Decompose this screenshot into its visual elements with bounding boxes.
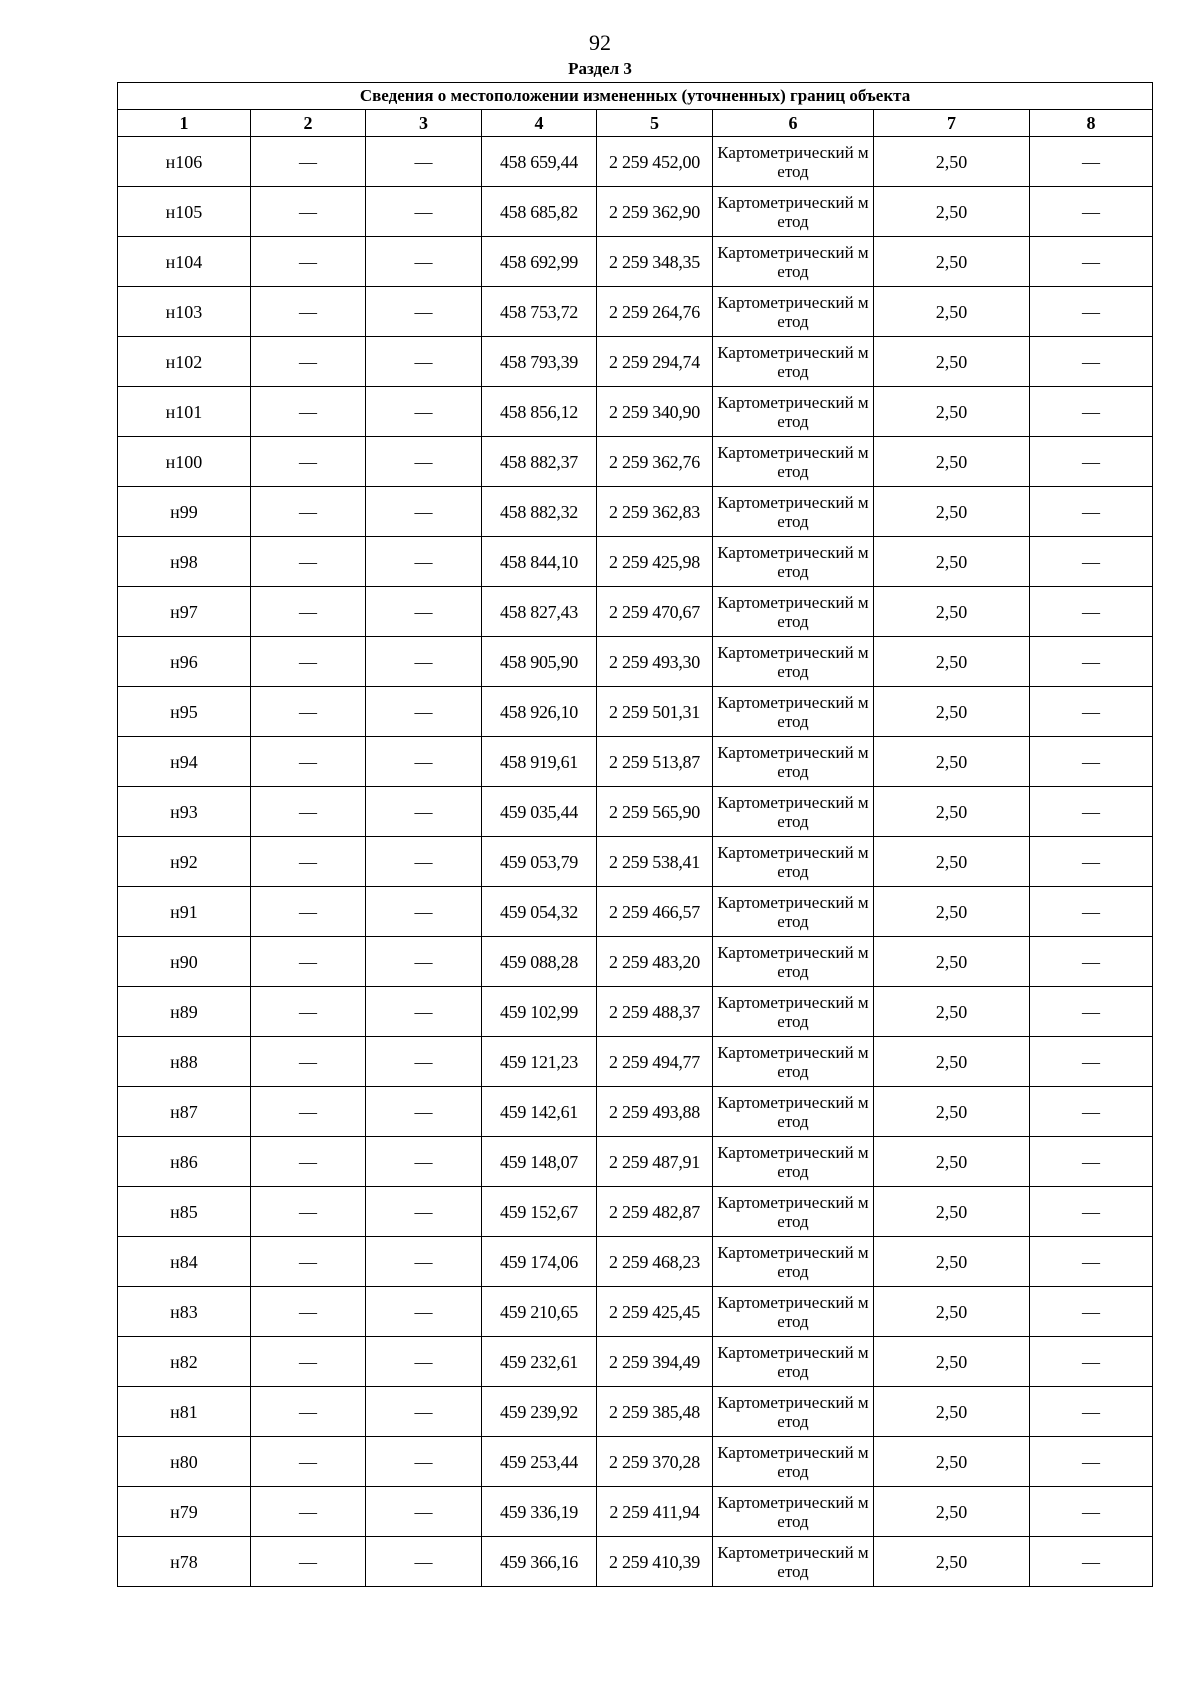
col3-value: — (366, 287, 482, 337)
col2-value: — (251, 1337, 366, 1387)
col2-value: — (251, 187, 366, 237)
col8-value: — (1030, 1337, 1153, 1387)
coord-x: 458 926,10 (482, 687, 597, 737)
col8-value: — (1030, 387, 1153, 437)
boundary-table (117, 82, 1153, 1587)
column-header-2: 2 (251, 110, 366, 137)
col2-value: — (251, 787, 366, 837)
coord-x: 459 088,28 (482, 937, 597, 987)
method: Картометрический метод (713, 387, 874, 437)
accuracy: 2,50 (874, 987, 1030, 1037)
accuracy: 2,50 (874, 287, 1030, 337)
table-caption: Сведения о местоположении измененных (уточненных) границ объекта (118, 83, 1153, 110)
table-row (118, 187, 1153, 237)
table-row (118, 287, 1153, 337)
coord-x: 459 174,06 (482, 1237, 597, 1287)
col3-value: — (366, 487, 482, 537)
col2-value: — (251, 337, 366, 387)
table-row (118, 1337, 1153, 1387)
col3-value: — (366, 187, 482, 237)
column-header-3: 3 (366, 110, 482, 137)
coord-y: 2 259 425,98 (597, 537, 713, 587)
accuracy: 2,50 (874, 437, 1030, 487)
col8-value: — (1030, 1537, 1153, 1587)
col8-value: — (1030, 987, 1153, 1037)
col2-value: — (251, 387, 366, 437)
page-number: 92 (589, 30, 611, 55)
col3-value: — (366, 987, 482, 1037)
point-name: н92 (118, 837, 251, 887)
column-header-5: 5 (597, 110, 713, 137)
accuracy: 2,50 (874, 487, 1030, 537)
table-row (118, 137, 1153, 187)
coord-x: 458 659,44 (482, 137, 597, 187)
coord-x: 458 692,99 (482, 237, 597, 287)
table-row (118, 1537, 1153, 1587)
col2-value: — (251, 687, 366, 737)
point-name: н95 (118, 687, 251, 737)
point-name: н106 (118, 137, 251, 187)
col3-value: — (366, 1337, 482, 1387)
col2-value: — (251, 487, 366, 537)
table-row (118, 537, 1153, 587)
accuracy: 2,50 (874, 587, 1030, 637)
table-row (118, 1037, 1153, 1087)
col2-value: — (251, 1237, 366, 1287)
method: Картометрический метод (713, 437, 874, 487)
col3-value: — (366, 887, 482, 937)
method: Картометрический метод (713, 187, 874, 237)
method: Картометрический метод (713, 1237, 874, 1287)
point-name: н79 (118, 1487, 251, 1537)
method: Картометрический метод (713, 587, 874, 637)
accuracy: 2,50 (874, 1237, 1030, 1287)
coord-x: 458 685,82 (482, 187, 597, 237)
accuracy: 2,50 (874, 1337, 1030, 1387)
coord-y: 2 259 348,35 (597, 237, 713, 287)
col3-value: — (366, 387, 482, 437)
col8-value: — (1030, 687, 1153, 737)
table-row (118, 1287, 1153, 1337)
col3-value: — (366, 137, 482, 187)
col3-value: — (366, 787, 482, 837)
coord-x: 459 054,32 (482, 887, 597, 937)
accuracy: 2,50 (874, 887, 1030, 937)
coord-x: 458 882,32 (482, 487, 597, 537)
method: Картометрический метод (713, 837, 874, 887)
col8-value: — (1030, 1287, 1153, 1337)
point-name: н93 (118, 787, 251, 837)
col8-value: — (1030, 287, 1153, 337)
col2-value: — (251, 1287, 366, 1337)
col3-value: — (366, 1537, 482, 1587)
coord-y: 2 259 565,90 (597, 787, 713, 837)
accuracy: 2,50 (874, 1437, 1030, 1487)
col8-value: — (1030, 637, 1153, 687)
method: Картометрический метод (713, 237, 874, 287)
coord-y: 2 259 362,90 (597, 187, 713, 237)
table-row (118, 1387, 1153, 1437)
col8-value: — (1030, 337, 1153, 387)
coord-y: 2 259 362,76 (597, 437, 713, 487)
accuracy: 2,50 (874, 137, 1030, 187)
col8-value: — (1030, 137, 1153, 187)
col3-value: — (366, 1487, 482, 1537)
point-name: н82 (118, 1337, 251, 1387)
table-row (118, 437, 1153, 487)
col3-value: — (366, 437, 482, 487)
accuracy: 2,50 (874, 387, 1030, 437)
accuracy: 2,50 (874, 1037, 1030, 1087)
col2-value: — (251, 1437, 366, 1487)
point-name: н97 (118, 587, 251, 637)
table-row (118, 1487, 1153, 1537)
coord-y: 2 259 468,23 (597, 1237, 713, 1287)
col3-value: — (366, 637, 482, 687)
point-name: н81 (118, 1387, 251, 1437)
col2-value: — (251, 537, 366, 587)
method: Картометрический метод (713, 987, 874, 1037)
coord-y: 2 259 482,87 (597, 1187, 713, 1237)
column-header-1: 1 (118, 110, 251, 137)
table-row (118, 737, 1153, 787)
col2-value: — (251, 137, 366, 187)
table-row (118, 487, 1153, 537)
point-name: н87 (118, 1087, 251, 1137)
accuracy: 2,50 (874, 637, 1030, 687)
col3-value: — (366, 837, 482, 887)
method: Картометрический метод (713, 137, 874, 187)
col8-value: — (1030, 1237, 1153, 1287)
table-row (118, 1237, 1153, 1287)
col3-value: — (366, 1237, 482, 1287)
table-row (118, 787, 1153, 837)
table-row (118, 937, 1153, 987)
coord-x: 458 753,72 (482, 287, 597, 337)
accuracy: 2,50 (874, 787, 1030, 837)
table-row (118, 637, 1153, 687)
coord-y: 2 259 410,39 (597, 1537, 713, 1587)
col8-value: — (1030, 787, 1153, 837)
col8-value: — (1030, 837, 1153, 887)
coord-y: 2 259 487,91 (597, 1137, 713, 1187)
col3-value: — (366, 337, 482, 387)
accuracy: 2,50 (874, 1087, 1030, 1137)
coord-x: 458 827,43 (482, 587, 597, 637)
accuracy: 2,50 (874, 1287, 1030, 1337)
col2-value: — (251, 637, 366, 687)
point-name: н83 (118, 1287, 251, 1337)
coord-y: 2 259 362,83 (597, 487, 713, 537)
coord-x: 459 148,07 (482, 1137, 597, 1187)
table-header-row (118, 110, 1153, 137)
accuracy: 2,50 (874, 1537, 1030, 1587)
coord-x: 459 035,44 (482, 787, 597, 837)
table-row (118, 687, 1153, 737)
accuracy: 2,50 (874, 1187, 1030, 1237)
col8-value: — (1030, 187, 1153, 237)
col3-value: — (366, 1437, 482, 1487)
table-row (118, 1437, 1153, 1487)
col2-value: — (251, 1487, 366, 1537)
coord-y: 2 259 466,57 (597, 887, 713, 937)
coord-x: 458 793,39 (482, 337, 597, 387)
method: Картометрический метод (713, 1387, 874, 1437)
point-name: н89 (118, 987, 251, 1037)
method: Картометрический метод (713, 537, 874, 587)
accuracy: 2,50 (874, 737, 1030, 787)
coord-x: 459 232,61 (482, 1337, 597, 1387)
coord-y: 2 259 493,88 (597, 1087, 713, 1137)
column-header-6: 6 (713, 110, 874, 137)
coord-y: 2 259 340,90 (597, 387, 713, 437)
col2-value: — (251, 1537, 366, 1587)
col3-value: — (366, 937, 482, 987)
method: Картометрический метод (713, 1487, 874, 1537)
col2-value: — (251, 287, 366, 337)
accuracy: 2,50 (874, 237, 1030, 287)
col8-value: — (1030, 737, 1153, 787)
point-name: н85 (118, 1187, 251, 1237)
accuracy: 2,50 (874, 837, 1030, 887)
point-name: н86 (118, 1137, 251, 1187)
col8-value: — (1030, 1487, 1153, 1537)
coord-y: 2 259 425,45 (597, 1287, 713, 1337)
accuracy: 2,50 (874, 1387, 1030, 1437)
col2-value: — (251, 987, 366, 1037)
col2-value: — (251, 1187, 366, 1237)
col8-value: — (1030, 1387, 1153, 1437)
col3-value: — (366, 537, 482, 587)
col8-value: — (1030, 937, 1153, 987)
method: Картометрический метод (713, 1287, 874, 1337)
table-row (118, 887, 1153, 937)
coord-x: 458 856,12 (482, 387, 597, 437)
table-row (118, 337, 1153, 387)
point-name: н91 (118, 887, 251, 937)
col3-value: — (366, 1287, 482, 1337)
coord-x: 458 919,61 (482, 737, 597, 787)
coord-x: 459 366,16 (482, 1537, 597, 1587)
section-title: Раздел 3 (568, 59, 632, 78)
col2-value: — (251, 587, 366, 637)
col8-value: — (1030, 587, 1153, 637)
col2-value: — (251, 1137, 366, 1187)
coord-x: 459 142,61 (482, 1087, 597, 1137)
accuracy: 2,50 (874, 1137, 1030, 1187)
method: Картометрический метод (713, 637, 874, 687)
column-header-7: 7 (874, 110, 1030, 137)
coord-y: 2 259 493,30 (597, 637, 713, 687)
coord-y: 2 259 494,77 (597, 1037, 713, 1087)
col2-value: — (251, 1387, 366, 1437)
coord-y: 2 259 385,48 (597, 1387, 713, 1437)
col2-value: — (251, 737, 366, 787)
table-row (118, 1187, 1153, 1237)
method: Картометрический метод (713, 1087, 874, 1137)
coord-x: 458 882,37 (482, 437, 597, 487)
point-name: н103 (118, 287, 251, 337)
method: Картометрический метод (713, 487, 874, 537)
coord-y: 2 259 452,00 (597, 137, 713, 187)
table-row (118, 837, 1153, 887)
col2-value: — (251, 887, 366, 937)
col8-value: — (1030, 537, 1153, 587)
point-name: н90 (118, 937, 251, 987)
coord-x: 459 102,99 (482, 987, 597, 1037)
point-name: н84 (118, 1237, 251, 1287)
method: Картометрический метод (713, 887, 874, 937)
coord-x: 459 152,67 (482, 1187, 597, 1237)
coord-y: 2 259 294,74 (597, 337, 713, 387)
coord-y: 2 259 411,94 (597, 1487, 713, 1537)
method: Картометрический метод (713, 687, 874, 737)
table-row (118, 987, 1153, 1037)
col8-value: — (1030, 1087, 1153, 1137)
col8-value: — (1030, 437, 1153, 487)
point-name: н94 (118, 737, 251, 787)
col2-value: — (251, 437, 366, 487)
point-name: н105 (118, 187, 251, 237)
point-name: н96 (118, 637, 251, 687)
col3-value: — (366, 1037, 482, 1087)
point-name: н88 (118, 1037, 251, 1087)
col3-value: — (366, 1187, 482, 1237)
coord-y: 2 259 470,67 (597, 587, 713, 637)
point-name: н100 (118, 437, 251, 487)
coord-y: 2 259 538,41 (597, 837, 713, 887)
column-header-4: 4 (482, 110, 597, 137)
method: Картометрический метод (713, 787, 874, 837)
table-row (118, 237, 1153, 287)
method: Картометрический метод (713, 337, 874, 387)
coord-y: 2 259 264,76 (597, 287, 713, 337)
method: Картометрический метод (713, 1337, 874, 1387)
col3-value: — (366, 687, 482, 737)
col8-value: — (1030, 237, 1153, 287)
point-name: н80 (118, 1437, 251, 1487)
col2-value: — (251, 837, 366, 887)
point-name: н101 (118, 387, 251, 437)
method: Картометрический метод (713, 1187, 874, 1237)
coord-y: 2 259 513,87 (597, 737, 713, 787)
col8-value: — (1030, 1437, 1153, 1487)
col8-value: — (1030, 1137, 1153, 1187)
col2-value: — (251, 237, 366, 287)
coord-y: 2 259 483,20 (597, 937, 713, 987)
coord-y: 2 259 370,28 (597, 1437, 713, 1487)
coord-x: 459 210,65 (482, 1287, 597, 1337)
method: Картометрический метод (713, 937, 874, 987)
col8-value: — (1030, 1037, 1153, 1087)
table-row (118, 387, 1153, 437)
coord-x: 458 905,90 (482, 637, 597, 687)
accuracy: 2,50 (874, 1487, 1030, 1537)
col8-value: — (1030, 887, 1153, 937)
table-caption-row (118, 83, 1153, 110)
accuracy: 2,50 (874, 187, 1030, 237)
coord-y: 2 259 394,49 (597, 1337, 713, 1387)
accuracy: 2,50 (874, 337, 1030, 387)
point-name: н102 (118, 337, 251, 387)
accuracy: 2,50 (874, 687, 1030, 737)
table-row (118, 1137, 1153, 1187)
point-name: н78 (118, 1537, 251, 1587)
point-name: н99 (118, 487, 251, 537)
col3-value: — (366, 237, 482, 287)
coord-x: 459 121,23 (482, 1037, 597, 1087)
table-row (118, 1087, 1153, 1137)
table-row (118, 587, 1153, 637)
coord-x: 459 336,19 (482, 1487, 597, 1537)
col2-value: — (251, 1037, 366, 1087)
coord-x: 459 053,79 (482, 837, 597, 887)
col3-value: — (366, 737, 482, 787)
coord-x: 459 239,92 (482, 1387, 597, 1437)
col2-value: — (251, 937, 366, 987)
method: Картометрический метод (713, 1137, 874, 1187)
coord-y: 2 259 501,31 (597, 687, 713, 737)
table-body (118, 137, 1153, 1587)
column-header-8: 8 (1030, 110, 1153, 137)
col2-value: — (251, 1087, 366, 1137)
accuracy: 2,50 (874, 537, 1030, 587)
col3-value: — (366, 1087, 482, 1137)
method: Картометрический метод (713, 1037, 874, 1087)
coord-x: 459 253,44 (482, 1437, 597, 1487)
col3-value: — (366, 1137, 482, 1187)
method: Картометрический метод (713, 1437, 874, 1487)
col8-value: — (1030, 1187, 1153, 1237)
point-name: н104 (118, 237, 251, 287)
point-name: н98 (118, 537, 251, 587)
method: Картометрический метод (713, 1537, 874, 1587)
col3-value: — (366, 1387, 482, 1437)
coord-y: 2 259 488,37 (597, 987, 713, 1037)
method: Картометрический метод (713, 737, 874, 787)
col3-value: — (366, 587, 482, 637)
accuracy: 2,50 (874, 937, 1030, 987)
method: Картометрический метод (713, 287, 874, 337)
col8-value: — (1030, 487, 1153, 537)
coord-x: 458 844,10 (482, 537, 597, 587)
